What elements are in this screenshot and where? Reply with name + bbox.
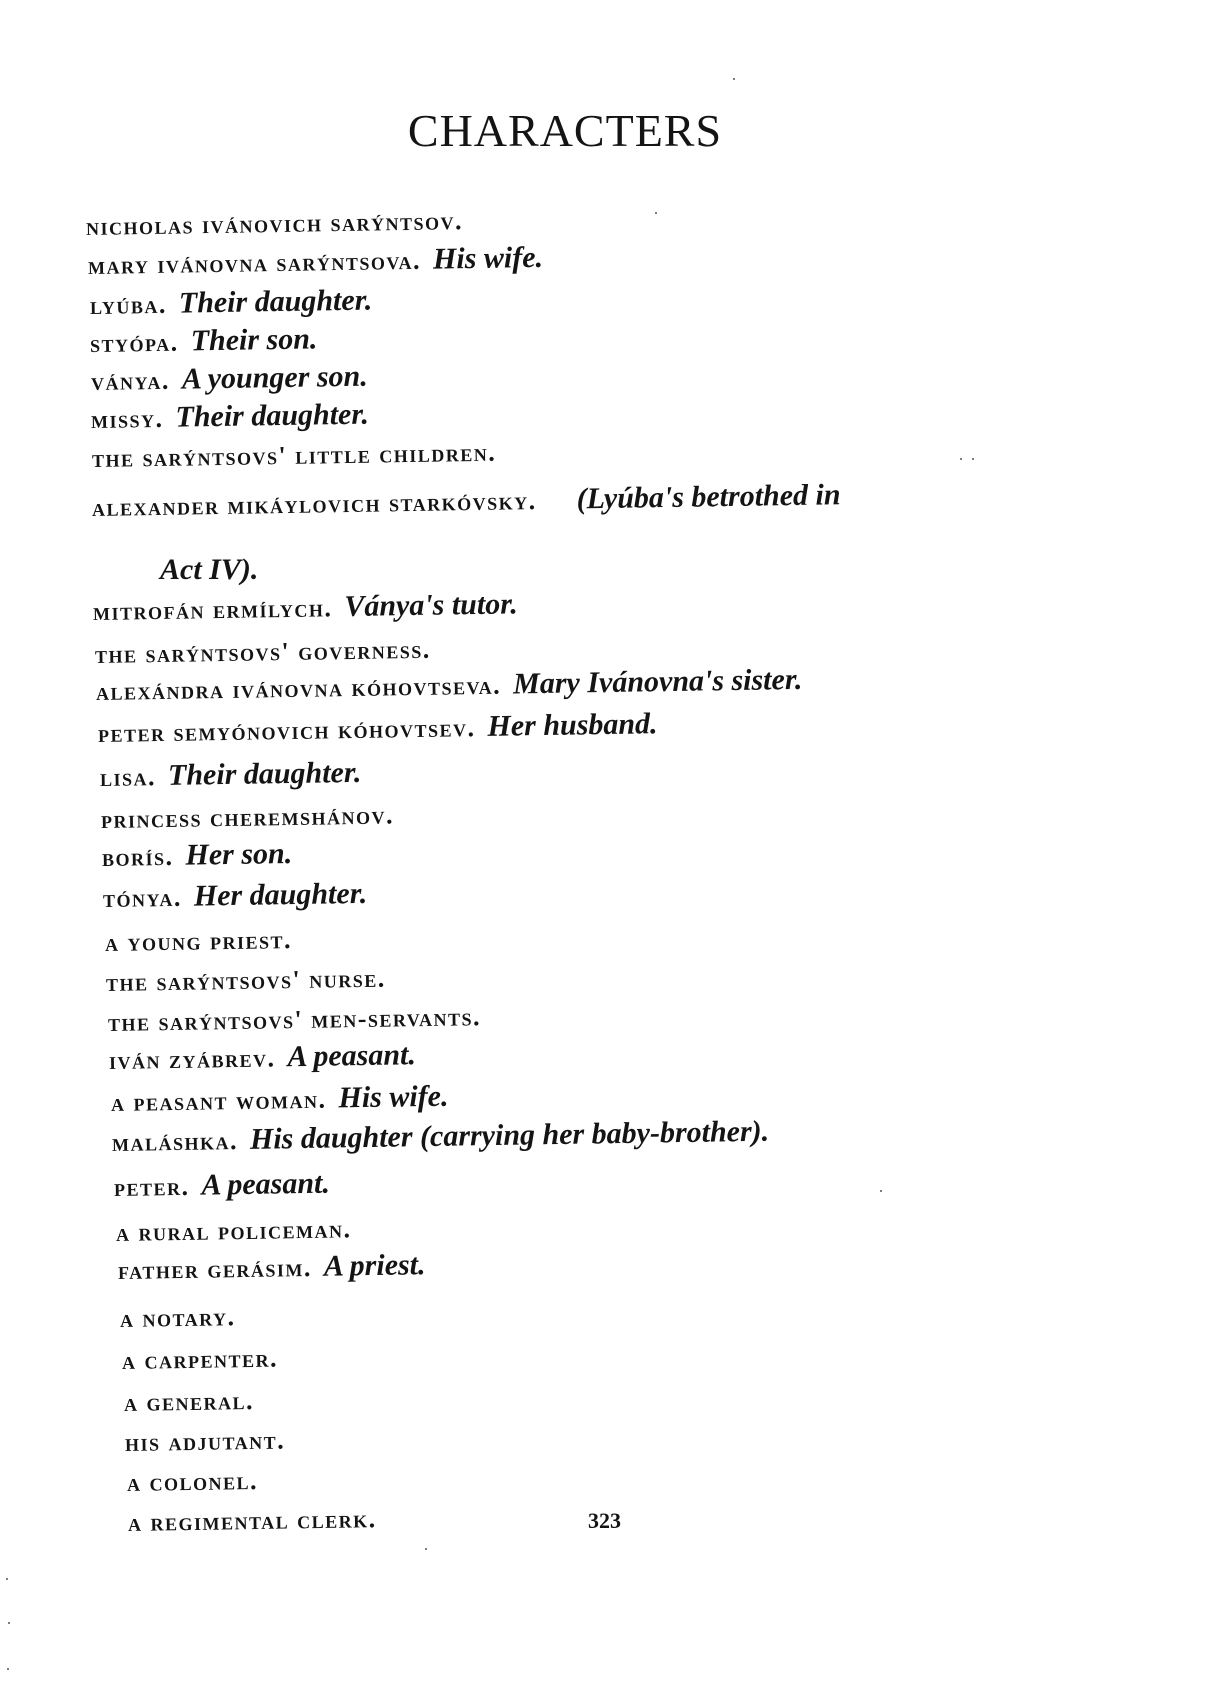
character-name: mitrofán ermílych. (92, 593, 333, 626)
character-entry (89, 283, 373, 320)
character-entry (94, 634, 431, 669)
character-description: Ványa's tutor. (344, 587, 518, 624)
character-description: A priest. (323, 1248, 426, 1283)
character-name: alexander mikáylovich starkóvsky. (91, 486, 537, 522)
character-entry (110, 1079, 449, 1117)
character-entry (90, 397, 370, 434)
character-name: mary ivánovna sarýntsova. (87, 245, 422, 280)
character-description: Her husband. (487, 707, 658, 743)
page-number: 323 (588, 1508, 621, 1533)
character-name: a carpenter. (121, 1343, 279, 1375)
character-description-continuation: Act IV). (160, 553, 259, 586)
character-entry (118, 1250, 426, 1285)
character-name: borís. (101, 841, 174, 872)
character-entry (99, 755, 362, 792)
character-name: peter semyónovich kóhovtsev. (97, 713, 476, 748)
scan-speck (733, 78, 735, 80)
character-entry (102, 876, 368, 913)
character-entry (120, 1304, 236, 1332)
character-description: Her son. (185, 837, 293, 872)
character-entry (109, 1040, 416, 1075)
character-name: the sarýntsovs' governess. (94, 634, 431, 669)
character-description: A younger son. (181, 359, 368, 396)
scan-speck (7, 1668, 9, 1670)
character-entry (125, 1427, 286, 1456)
character-entry (91, 437, 497, 473)
character-name: nicholas ivánovich sarýntsov. (85, 206, 464, 241)
character-entry (98, 709, 658, 748)
character-name: a regimental clerk. (127, 1504, 377, 1537)
character-entry (95, 662, 803, 706)
character-name: the sarýntsovs' little children. (91, 437, 497, 473)
character-description: Their daughter. (167, 755, 362, 792)
character-entry (90, 359, 368, 396)
character-description: Her daughter. (193, 876, 368, 913)
character-entry (90, 324, 318, 358)
character-entry (105, 927, 292, 956)
character-name: a peasant woman. (110, 1084, 327, 1117)
character-name: a young priest. (104, 925, 293, 957)
character-entry (105, 963, 386, 997)
character-name: a rural policeman. (115, 1214, 352, 1247)
character-name: a notary. (119, 1302, 236, 1333)
character-name: father gerásim. (117, 1252, 313, 1285)
character-description: His wife. (338, 1079, 449, 1115)
character-description: A peasant. (287, 1038, 417, 1074)
scan-speck (960, 458, 962, 460)
scan-speck (6, 1578, 8, 1580)
character-name: a colonel. (126, 1465, 259, 1497)
character-name: his adjutant. (124, 1425, 286, 1457)
character-entry (92, 480, 841, 522)
character-description: Their daughter. (178, 283, 373, 320)
character-description: (Lyúba's betrothed in (576, 478, 841, 516)
character-name: tónya. (102, 882, 183, 913)
scan-speck (8, 1622, 10, 1624)
character-name: a general. (123, 1385, 255, 1417)
character-name: missy. (90, 403, 164, 434)
character-description: Their son. (190, 322, 318, 358)
character-name: iván zyábrev. (108, 1043, 276, 1075)
character-description: His wife. (432, 240, 544, 276)
character-description: Their daughter. (175, 397, 370, 434)
character-entry (93, 589, 518, 626)
character-name: lyúba. (89, 289, 168, 320)
page-title: CHARACTERS (407, 105, 723, 156)
character-name: princess cheremshánov. (100, 800, 395, 834)
character-entry (116, 1216, 352, 1246)
character-entry (111, 1114, 770, 1157)
character-name: the sarýntsovs' nurse. (105, 963, 386, 997)
scan-speck (655, 212, 657, 214)
scan-speck (972, 458, 974, 460)
character-entry (101, 802, 394, 833)
character-name: the sarýntsovs' men-servants. (107, 1002, 482, 1037)
character-description: His daughter (carrying her baby-brother). (249, 1114, 770, 1156)
character-name: alexándra ivánovna kóhovtseva. (95, 670, 502, 706)
character-entry (126, 1465, 259, 1497)
character-entry (128, 1506, 377, 1536)
character-name: styópa. (89, 327, 179, 358)
character-description: A peasant. (201, 1166, 331, 1202)
character-entry (86, 208, 463, 240)
character-entry (87, 240, 544, 280)
character-entry (102, 839, 293, 872)
character-entry (113, 1166, 331, 1202)
character-name: maláshka. (111, 1126, 239, 1157)
character-entry (123, 1385, 255, 1417)
character-entry (108, 1004, 481, 1036)
character-name: ványa. (90, 365, 171, 396)
character-description: Mary Ivánovna's sister. (512, 662, 803, 701)
character-entry (121, 1343, 279, 1375)
character-name: lisa. (99, 762, 157, 792)
scan-speck (880, 1190, 882, 1192)
character-name: peter. (113, 1171, 190, 1202)
scan-speck (425, 1548, 427, 1550)
